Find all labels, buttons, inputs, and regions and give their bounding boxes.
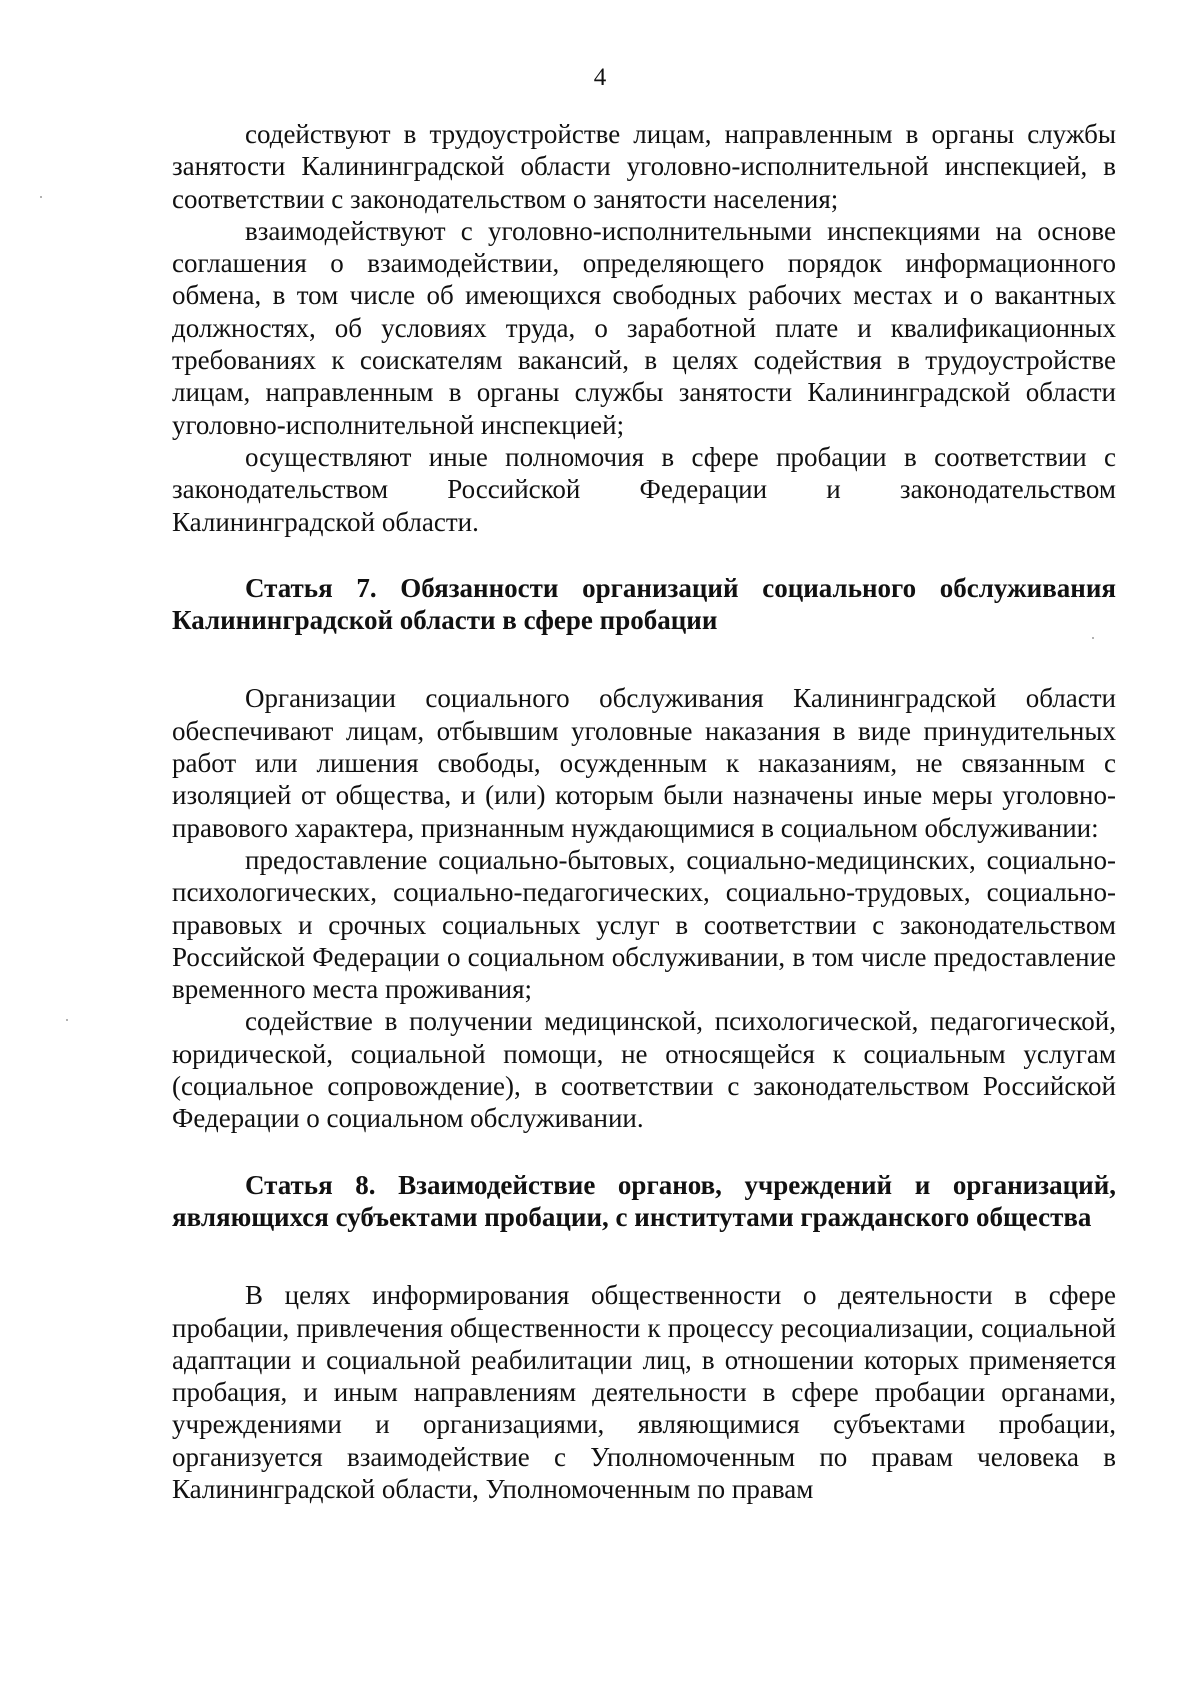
paragraph-other-powers: осуществляют иные полномочия в сфере пробации в соответствии с законодательством Российской Федерации и законодательством Калининградской области. (172, 441, 1116, 537)
paragraph-employment-assistance: содействуют в трудоустройстве лицам, направленным в органы службы занятости Калининградской области уголовно-исполнительной инспекцией, в соответствии с законодательством о занятости населения; (172, 119, 1116, 214)
article-8-heading: Статья 8. Взаимодействие органов, учреждений и организаций, являющихся субъектами пробации, с институтами гражданского общества (172, 1169, 1116, 1232)
document-body (172, 118, 1116, 1505)
article-8-paragraph-intro: В целях информирования общественности о деятельности в сфере пробации, привлечения общественности к процессу ресоциализации, социальной адаптации и социальной реабилитации лиц, в отношении которых применяется пробация, и иным направлениям деятельности в сфере пробации органами, учреждениями и организациями, являющимися субъектами пробации, организуется взаимодействие с Уполномоченным по правам человека в Калининградской области, Уполномоченным по правам (172, 1280, 1116, 1504)
article-7-heading: Статья 7. Обязанности организаций социального обслуживания Калининградской области в сфере пробации (172, 572, 1116, 636)
article-7-paragraph-intro: Организации социального обслуживания Калининградской области обеспечивают лицам, отбывшим уголовные наказания в виде принудительных работ или лишения свободы, осужденным к наказаниям, не связанным с изоляцией от общества, и (или) которым были назначены иные меры уголовно-правового характера, признанным нуждающимися в социальном обслуживании: (172, 683, 1116, 843)
scan-speck (66, 1019, 68, 1021)
scan-speck (40, 196, 42, 198)
article-7-paragraph-services: предоставление социально-бытовых, социально-медицинских, социально-психологических, социально-педагогических, социально-трудовых, социально-правовых и срочных социальных услуг в соответствии с законодательством Российской Федерации о социальном обслуживании, в том числе предоставление временного места проживания; (172, 844, 1116, 1005)
paragraph-interaction-inspections: взаимодействуют с уголовно-исполнительными инспекциями на основе соглашения о взаимодействии, определяющего порядок информационного обмена, в том числе об имеющихся свободных рабочих местах и о вакантных должностях, об условиях труда, о заработной плате и квалификационных требованиях к соискателям вакансий, в целях содействия в трудоустройстве лицам, направленным в органы службы занятости Калининградской области уголовно-исполнительной инспекцией; (172, 215, 1116, 440)
page-number: 4 (593, 64, 607, 91)
article-7-paragraph-assistance: содействие в получении медицинской, психологической, педагогической, юридической, социальной помощи, не относящейся к социальным услугам (социальное сопровождение), в соответствии с законодательством Российской Федерации о социальном обслуживании. (172, 1006, 1116, 1134)
